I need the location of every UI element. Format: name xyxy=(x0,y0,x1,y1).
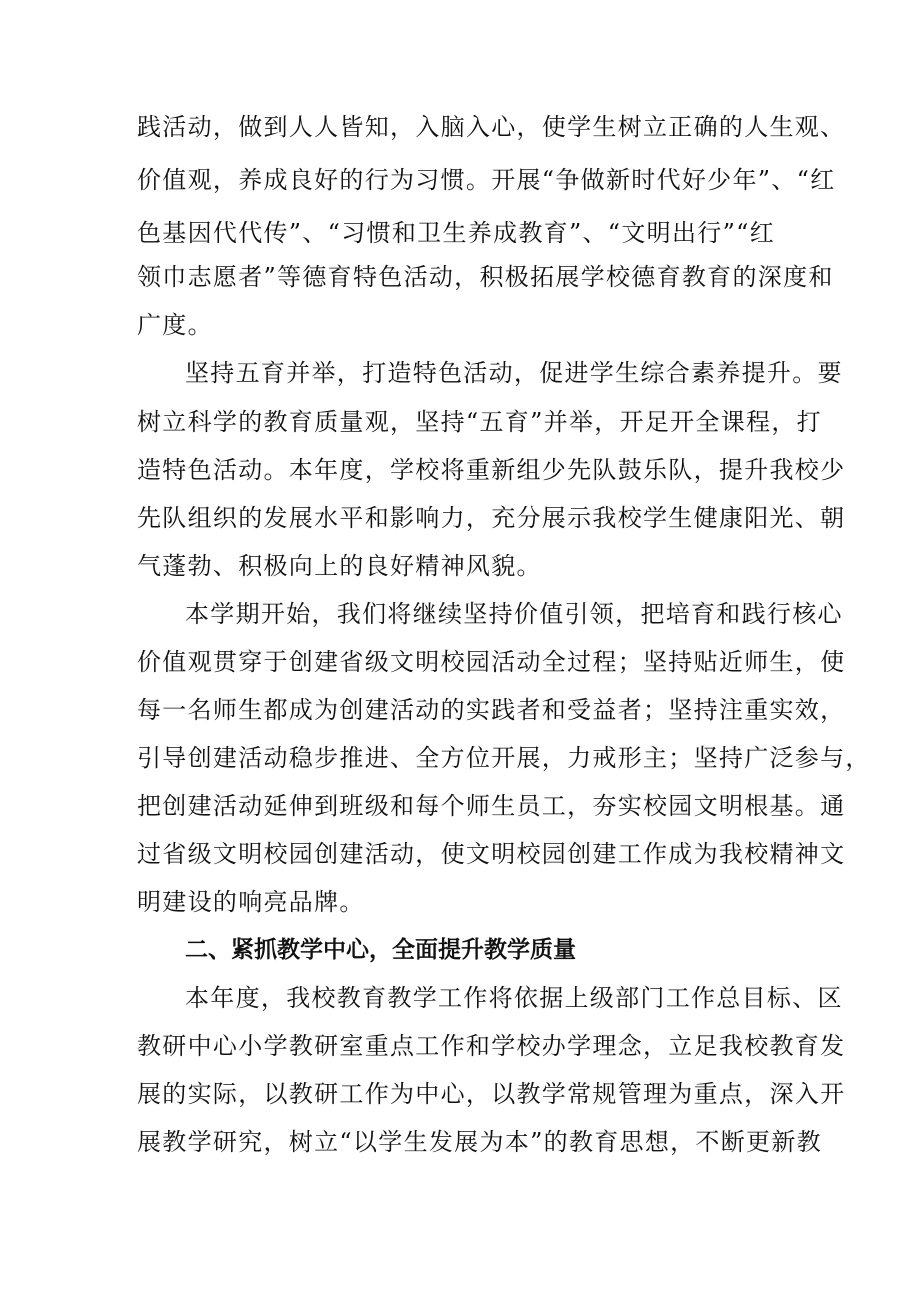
text-line: 造特色活动。本年度，学校将重新组少先队鼓乐队，提升我校少 xyxy=(137,456,846,484)
text-line: 坚持五育并举，打造特色活动，促进学生综合素养提升。要 xyxy=(185,359,843,387)
text-line: 树立科学的教育质量观，坚持“五育”并举，开足开全课程，打 xyxy=(137,408,822,436)
text-line: 明建设的响亮品牌。 xyxy=(137,888,365,916)
text-line: 领巾志愿者”等德育特色活动，积极拓展学校德育教育的深度和 xyxy=(137,263,834,291)
text-line: 气蓬勃、积极向上的良好精神风貌。 xyxy=(137,552,542,580)
text-line: 展的实际，以教研工作为中心，以教学常规管理为重点，深入开 xyxy=(137,1080,846,1108)
text-line: 色基因代代传”、“习惯和卫生养成教育”、“文明出行”“红 xyxy=(137,219,776,247)
text-line: 教研中心小学教研室重点工作和学校办学理念，立足我校教育发 xyxy=(137,1032,846,1060)
text-line: 展教学研究，树立“以学生发展为本”的教育思想，不断更新教 xyxy=(137,1128,822,1156)
text-line: 本年度，我校教育教学工作将依据上级部门工作总目标、区 xyxy=(185,984,843,1012)
text-line: 把创建活动延伸到班级和每个师生员工，夯实校园文明根基。通 xyxy=(137,792,846,820)
text-line: 价值观，养成良好的行为习惯。开展“争做新时代好少年”、“红 xyxy=(137,166,836,194)
text-line: 先队组织的发展水平和影响力，充分展示我校学生健康阳光、朝 xyxy=(137,504,846,532)
section-heading: 二、紧抓教学中心，全面提升教学质量 xyxy=(185,937,576,963)
text-line: 践活动，做到人人皆知，入脑入心，使学生树立正确的人生观、 xyxy=(137,113,846,141)
text-line: 本学期开始，我们将继续坚持价值引领，把培育和践行核心 xyxy=(185,600,843,628)
text-line: 广度。 xyxy=(137,311,213,339)
text-line: 每一名师生都成为创建活动的实践者和受益者；坚持注重实效， xyxy=(137,696,846,724)
text-line: 过省级文明校园创建活动，使文明校园创建工作成为我校精神文 xyxy=(137,840,846,868)
text-line: 引导创建活动稳步推进、全方位开展，力戒形主；坚持广泛参与， xyxy=(137,744,871,772)
text-line: 价值观贯穿于创建省级文明校园活动全过程；坚持贴近师生，使 xyxy=(137,648,846,676)
